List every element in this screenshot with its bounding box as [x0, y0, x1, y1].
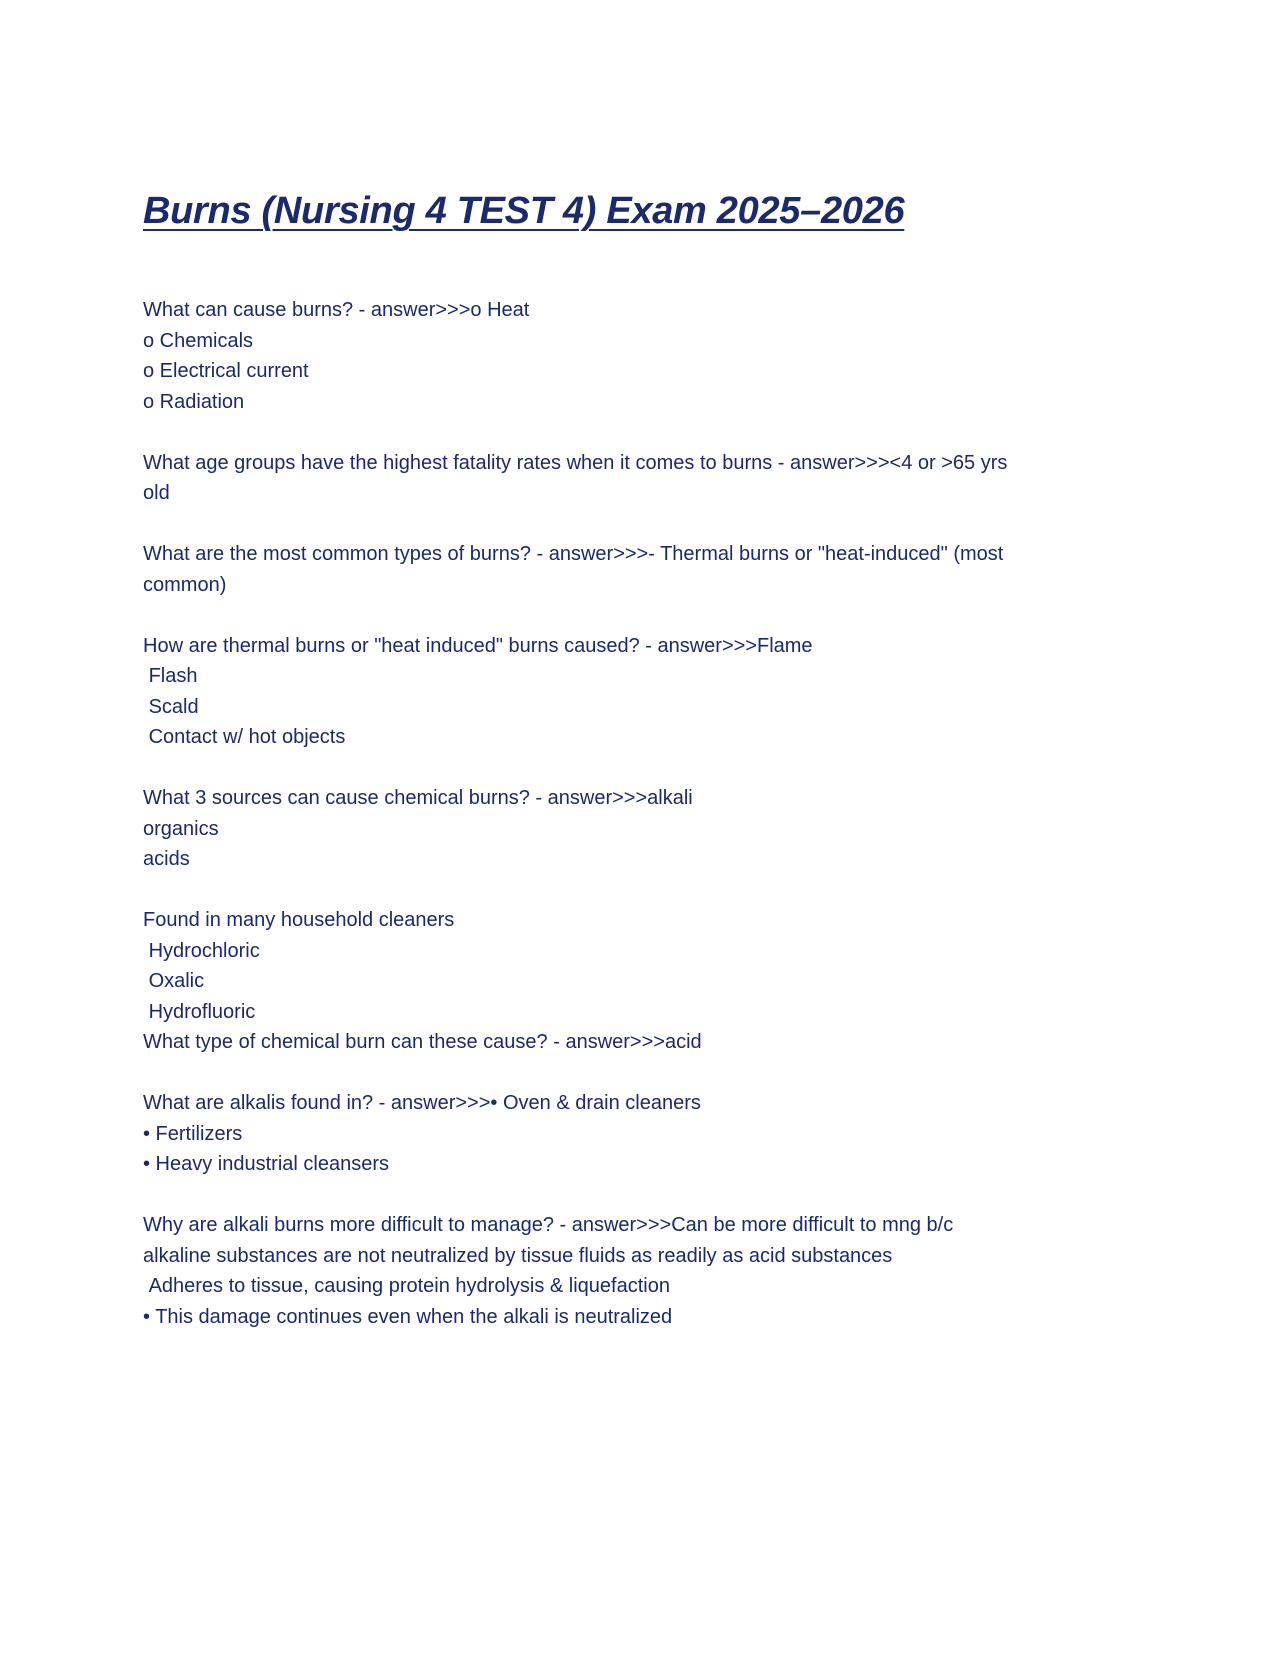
- text-line: Oxalic: [143, 970, 205, 992]
- text-line: Why are alkali burns more difficult to manage? - answer>>>Can be more difficult to mng b/c: [143, 1214, 954, 1236]
- text-line: What can cause burns? - answer>>>o Heat: [143, 299, 530, 321]
- text-line: Found in many household cleaners: [143, 909, 455, 931]
- qa-block: [143, 905, 1083, 1058]
- text-line: Adheres to tissue, causing protein hydrolysis & liquefaction: [143, 1275, 670, 1297]
- text-line: What type of chemical burn can these cause? - answer>>>acid: [143, 1031, 702, 1053]
- qa-block: [143, 1210, 1083, 1332]
- document-body: [143, 295, 1083, 1363]
- qa-block: [143, 631, 1083, 753]
- text-line: What are the most common types of burns? - answer>>>- Thermal burns or "heat-induced" (most: [143, 543, 1004, 565]
- text-line: • Fertilizers: [143, 1122, 243, 1145]
- text-line: old: [143, 482, 170, 504]
- text-line: organics: [143, 817, 219, 840]
- text-line: common): [143, 573, 227, 596]
- text-line: acids: [143, 848, 190, 870]
- qa-block: [143, 1088, 1083, 1180]
- text-line: • Heavy industrial cleansers: [143, 1153, 389, 1175]
- text-line: Contact w/ hot objects: [143, 726, 346, 748]
- qa-block: [143, 448, 1083, 509]
- text-line: What 3 sources can cause chemical burns? - answer>>>alkali: [143, 787, 693, 809]
- text-line: Hydrochloric: [143, 939, 260, 962]
- text-line: o Electrical current: [143, 360, 309, 382]
- qa-block: [143, 295, 1083, 417]
- document-title: Burns (Nursing 4 TEST 4) Exam 2025–2026: [143, 190, 905, 232]
- qa-block: [143, 783, 1083, 875]
- text-line: What age groups have the highest fatality rates when it comes to burns - answer>>><4 or >65 yrs: [143, 451, 1008, 474]
- text-line: • This damage continues even when the alkali is neutralized: [143, 1305, 673, 1328]
- text-line: Hydrofluoric: [143, 1000, 256, 1023]
- text-line: What are alkalis found in? - answer>>>• Oven & drain cleaners: [143, 1092, 701, 1114]
- text-line: Scald: [143, 695, 199, 718]
- qa-block: [143, 539, 1083, 600]
- text-line: Flash: [143, 665, 198, 687]
- text-line: alkaline substances are not neutralized by tissue fluids as readily as acid substances: [143, 1244, 893, 1267]
- text-line: How are thermal burns or "heat induced" burns caused? - answer>>>Flame: [143, 634, 813, 657]
- text-line: o Radiation: [143, 390, 245, 413]
- text-line: o Chemicals: [143, 329, 254, 352]
